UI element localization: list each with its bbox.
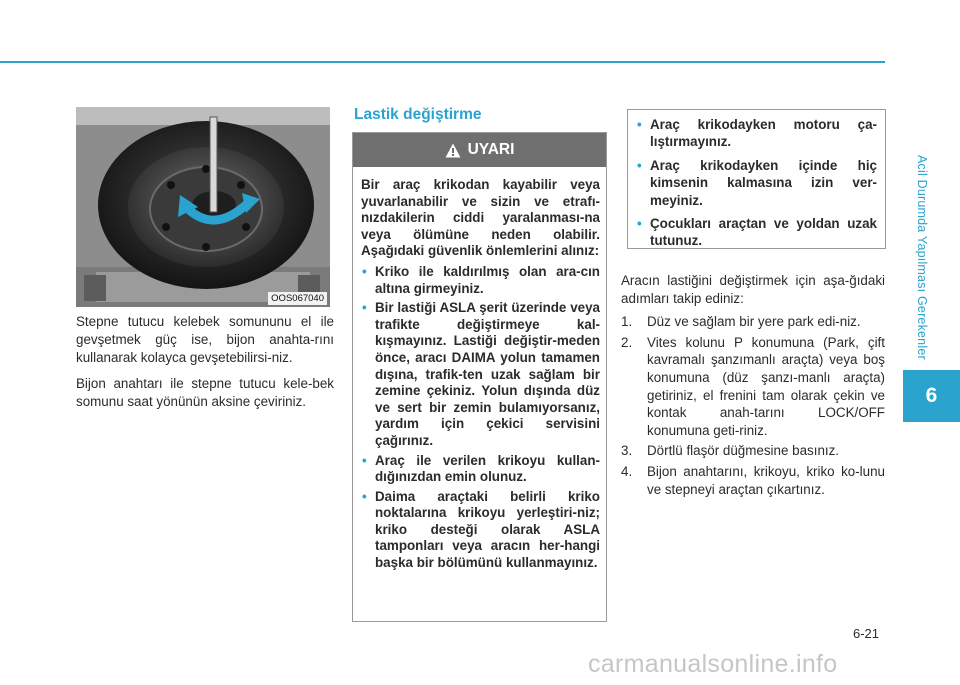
- warning-intro: Bir araç krikodan kayabilir veya yuvarlanabilir ve sizin ve etrafı-nızdakilerin ciddi yaralanması-na veya ölümüne neden olabilir. Aşağıdaki güvenlik önlemlerini alınız:: [361, 177, 600, 259]
- side-chapter-title: [912, 145, 932, 370]
- step-number: 4.: [621, 463, 633, 479]
- warning-header: [353, 133, 606, 167]
- warning-item: • Araç ile verilen krikoyu kullan-dığınızdan emin olunuz.: [361, 453, 600, 486]
- warning-list: [361, 264, 600, 572]
- right-column-text: [621, 272, 885, 501]
- left-column-text: [76, 313, 334, 420]
- step-text: Düz ve sağlam bir yere park edi-niz.: [647, 314, 861, 330]
- warning-item: • Daima araçtaki belirli kriko noktalarına krikoyu yerleştiri-niz; kriko desteği olarak ASLA tamponları veya aracın her-hangi başka bir bölümünü kullanmayınız.: [361, 489, 600, 572]
- warning-triangle-icon: [445, 143, 461, 158]
- spare-tire-illustration: [76, 107, 330, 307]
- warning-item: • Kriko ile kaldırılmış olan ara-cın altına girmeyiniz.: [361, 264, 600, 297]
- step-text: Vites kolunu P konumuna (Park, çift kavramalı şanzımanlı araçta) veya boş konumuna (düz şanzı-manlı araçta) getiriniz, el frenini tam olarak çekin ve kontak anah-tarını LOCK/OFF konumuna geti-riniz.: [647, 334, 885, 438]
- paragraph-loosen-nut: Stepne tutucu kelebek somununu el ile gevşetmek güç ise, bijon anahta-rını kullanarak kolayca gevşetebilirsi-niz.: [76, 314, 334, 365]
- warning-box: [352, 132, 607, 622]
- step-item: [621, 442, 885, 460]
- warning-item: • Araç krikodayken motoru ça-lıştırmayınız.: [636, 116, 877, 151]
- step-number: 3.: [621, 443, 633, 459]
- header-rule: [0, 61, 885, 63]
- warning-continuation-box: [627, 109, 886, 249]
- watermark: carmanualsonline.info: [588, 650, 838, 678]
- warning-label: UYARI: [467, 141, 515, 158]
- step-item: [621, 463, 885, 498]
- warning-item: • Çocukları araçtan ve yoldan uzak tutunuz.: [636, 215, 877, 250]
- warning-body: [353, 167, 606, 572]
- warning-item: • Araç krikodayken içinde hiç kimsenin kalmasına izin ver-meyiniz.: [636, 157, 877, 209]
- side-chapter-title-text: Acil Durumda Yapılması Gerekenler: [915, 155, 929, 360]
- chapter-tab: 6: [903, 370, 960, 422]
- step-item: [621, 313, 885, 331]
- step-text: Bijon anahtarını, krikoyu, kriko ko-lunu ve stepneyi araçtan çıkartınız.: [647, 463, 885, 497]
- paragraph-turn-nut: Bijon anahtarı ile stepne tutucu kele-bek somunu saat yönünün aksine çeviriniz.: [76, 376, 334, 410]
- steps-intro: Aracın lastiğini değiştirmek için aşa-ğıdaki adımları takip ediniz:: [621, 273, 885, 306]
- step-text: Dörtlü flaşör düğmesine basınız.: [647, 443, 840, 459]
- spare-tire-photo: [76, 107, 330, 307]
- section-title: Lastik değiştirme: [354, 106, 482, 123]
- step-item: [621, 334, 885, 440]
- steps-list: [621, 313, 885, 498]
- step-number: 2.: [621, 334, 633, 350]
- warning-item: • Bir lastiği ASLA şerit üzerinde veya trafikte değiştirmeye kal-kışmayınız. Lastiği değiştir-meden önce, aracı DAIMA yolun tamamen dışına, trafik-ten uzak sağlam bir zemine çekiniz. Yolun dışında düz ve sert bir zemin bulamıyorsanız, yardım için çekici servisini çağırınız.: [361, 300, 600, 449]
- warning-continuation-list: [636, 116, 877, 250]
- page-number: 6-21: [853, 626, 880, 641]
- photo-code-label: OOS067040: [268, 292, 327, 305]
- step-number: 1.: [621, 314, 633, 330]
